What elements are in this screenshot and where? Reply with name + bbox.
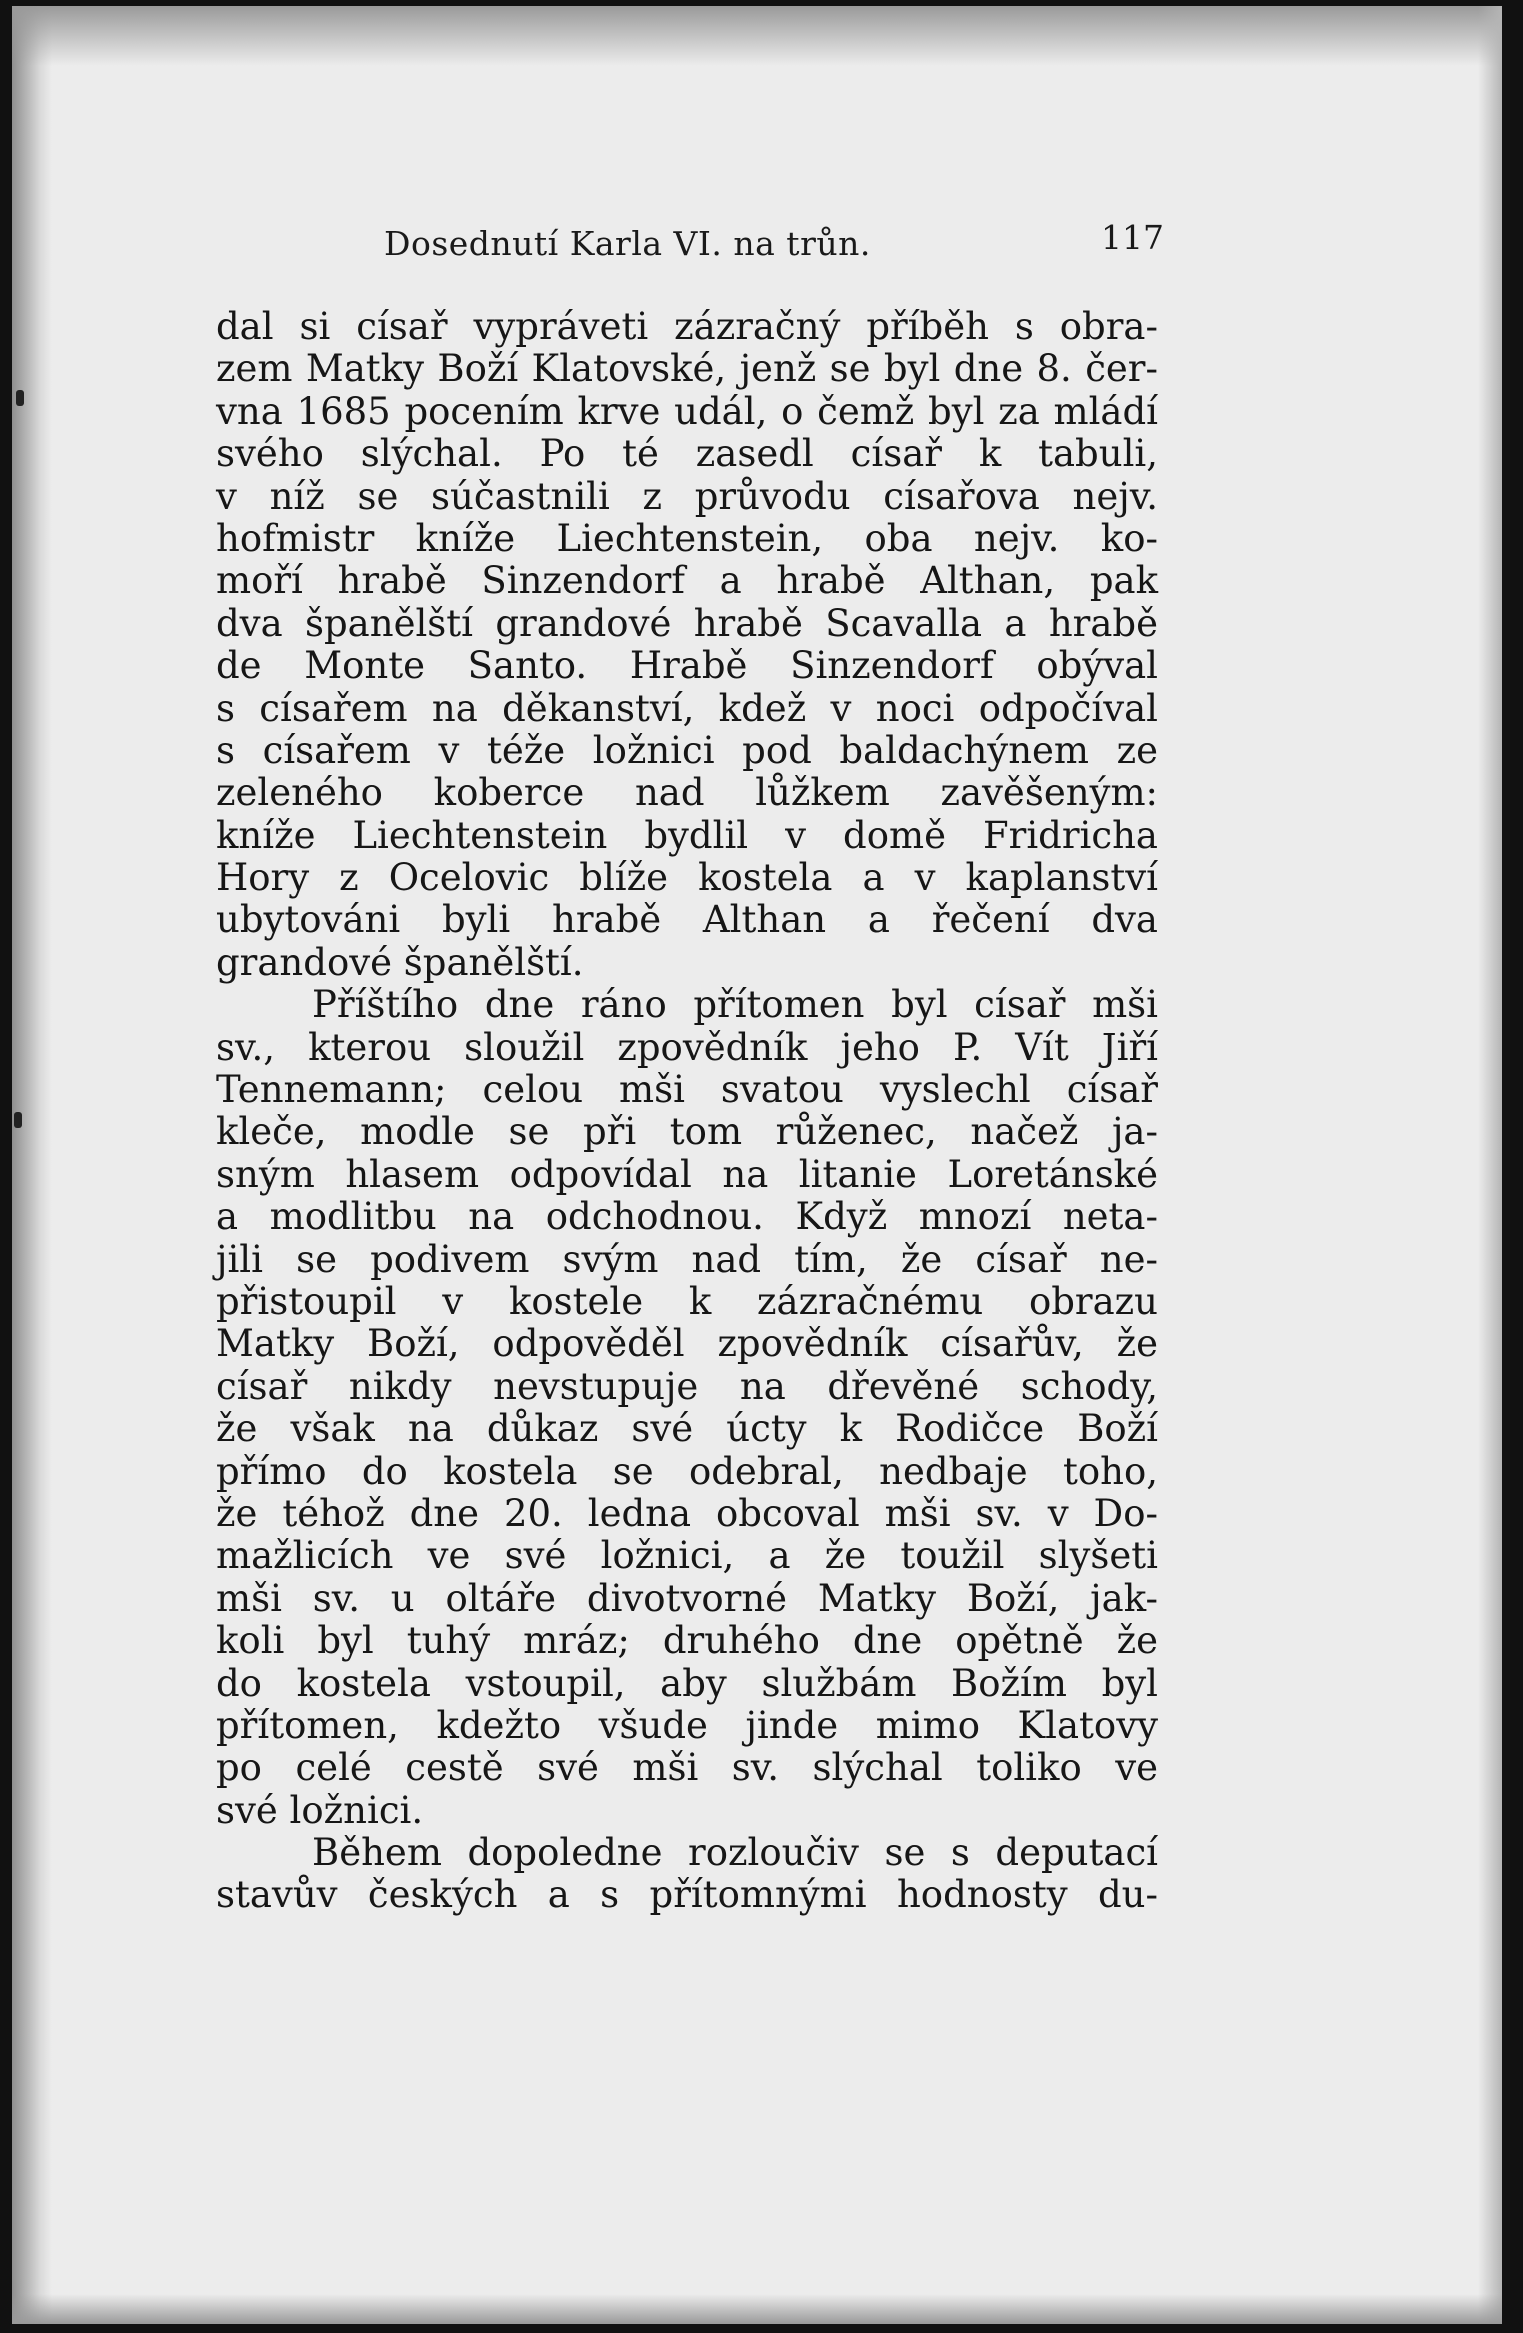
text-line: že téhož dne 20. ledna obcoval mši sv. v Do-: [216, 1491, 1158, 1535]
margin-mark: [14, 1112, 22, 1128]
text-line: své ložnici.: [216, 1788, 424, 1832]
text-line: hofmistr kníže Liechtenstein, oba nejv. ko-: [216, 516, 1158, 560]
body-text: [216, 306, 1158, 1917]
text-line: Hory z Ocelovic blíže kostela a v kaplanství: [216, 856, 1158, 900]
text-line: kleče, modle se při tom růženec, načež ja-: [216, 1110, 1158, 1154]
text-line: sv., kterou sloužil zpovědník jeho P. Vít Jiří: [216, 1025, 1158, 1069]
text-line: de Monte Santo. Hrabě Sinzendorf obýval: [216, 644, 1158, 688]
text-line: mši sv. u oltáře divotvorné Matky Boží, jak-: [216, 1576, 1158, 1620]
text-line: stavův českých a s přítomnými hodnosty du-: [216, 1873, 1158, 1917]
text-line: a modlitbu na odchodnou. Když mnozí neta-: [216, 1195, 1158, 1239]
text-line: s císařem v téže ložnici pod baldachýnem ze: [216, 728, 1158, 772]
bottom-edge-shadow: [12, 2294, 1502, 2324]
text-line: dal si císař vypráveti zázračný příběh s obra-: [216, 305, 1158, 348]
gutter-shadow: [12, 6, 52, 2324]
text-line: svého slýchal. Po té zasedl císař k tabuli,: [216, 432, 1158, 476]
text-line: zem Matky Boží Klatovské, jenž se byl dne 8. čer-: [216, 347, 1158, 391]
text-line: přistoupil v kostele k zázračnému obrazu: [216, 1279, 1158, 1323]
text-line: sným hlasem odpovídal na litanie Loretánské: [216, 1152, 1158, 1196]
text-line: s císařem na děkanství, kdež v noci odpočíval: [216, 686, 1158, 730]
text-line: mažlicích ve své ložnici, a že toužil slyšeti: [216, 1534, 1158, 1578]
page-header: [384, 218, 1164, 272]
text-line: po celé cestě své mši sv. slýchal toliko ve: [216, 1746, 1158, 1790]
text-line: dva španělští grandové hrabě Scavalla a hrabě: [216, 601, 1158, 645]
text-line: zeleného koberce nad lůžkem zavěšeným:: [216, 771, 1158, 815]
text-line: Tennemann; celou mši svatou vyslechl císař: [216, 1068, 1158, 1112]
text-line: grandové španělští.: [216, 940, 584, 984]
text-line: ubytováni byli hrabě Althan a řečení dva: [216, 898, 1158, 942]
text-line: v níž se súčastnili z průvodu císařova nejv.: [216, 474, 1158, 518]
text-line: že však na důkaz své úcty k Rodičce Boží: [216, 1407, 1158, 1451]
text-line: do kostela vstoupil, aby službám Božím byl: [216, 1661, 1158, 1705]
running-head: Dosednutí Karla VI. na trůn.: [384, 224, 871, 263]
text-line: císař nikdy nevstupuje na dřevěné schody,: [216, 1364, 1158, 1408]
book-page: [12, 6, 1502, 2324]
text-line: moří hrabě Sinzendorf a hrabě Althan, pak: [216, 559, 1158, 603]
text-line: přítomen, kdežto všude jinde mimo Klatovy: [216, 1703, 1158, 1747]
right-edge-shadow: [1478, 6, 1502, 2324]
text-line: vna 1685 pocením krve udál, o čemž byl za mládí: [216, 389, 1158, 433]
page-number: 117: [1101, 218, 1164, 257]
top-edge-shadow: [12, 6, 1502, 66]
text-line: kníže Liechtenstein bydlil v domě Fridricha: [216, 813, 1158, 857]
text-line: přímo do kostela se odebral, nedbaje toho,: [216, 1449, 1158, 1493]
text-line: Matky Boží, odpověděl zpovědník císařův, že: [216, 1322, 1158, 1366]
paragraph-start: Příštího dne ráno přítomen byl císař mši: [312, 983, 1158, 1027]
text-line: koli byl tuhý mráz; druhého dne opětně že: [216, 1619, 1158, 1663]
margin-mark: [16, 390, 24, 406]
text-line: jili se podivem svým nad tím, že císař ne-: [216, 1237, 1158, 1281]
paragraph-start: Během dopoledne rozloučiv se s deputací: [312, 1831, 1158, 1875]
